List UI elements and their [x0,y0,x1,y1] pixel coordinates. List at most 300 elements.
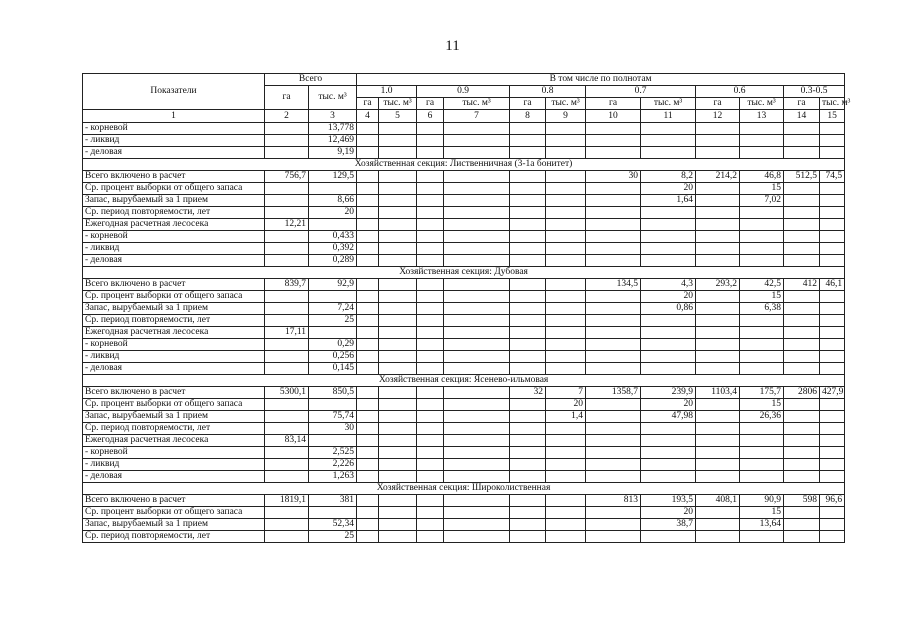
table-cell [510,411,546,423]
table-cell [510,531,546,543]
table-cell [357,363,379,375]
table-cell [820,399,845,411]
table-cell: 0,29 [309,339,357,351]
table-cell [586,207,641,219]
header-incl-density: В том числе по полнотам [357,74,845,86]
table-cell [379,123,417,135]
table-cell: 1,263 [309,471,357,483]
table-cell: 1,64 [641,195,696,207]
table-cell: 7,02 [740,195,784,207]
table-cell: 7 [546,387,586,399]
table-cell: 46,8 [740,171,784,183]
table-cell [357,411,379,423]
column-number: 2 [265,110,309,123]
table-cell [357,447,379,459]
table-cell: 214,2 [696,171,740,183]
table-cell: 512,5 [784,171,820,183]
table-cell [546,351,586,363]
row-label: Ежегодная расчетная лесосека [83,219,265,231]
table-cell [510,255,546,267]
table-cell [379,459,417,471]
table-cell [265,255,309,267]
table-cell [417,123,444,135]
row-label: - ликвид [83,459,265,471]
table-cell: 175,7 [740,387,784,399]
table-cell [444,351,510,363]
table-cell: 13,778 [309,123,357,135]
table-cell [417,207,444,219]
table-cell [265,519,309,531]
table-cell [696,231,740,243]
table-cell [444,231,510,243]
table-cell [444,135,510,147]
table-cell: 2806 [784,387,820,399]
table-cell [265,315,309,327]
table-cell [417,387,444,399]
table-cell: 20 [309,207,357,219]
column-number: 5 [379,110,417,123]
table-cell [820,507,845,519]
table-cell [510,471,546,483]
table-row [83,531,845,543]
table-cell: 293,2 [696,279,740,291]
header-unit-m3: тыс. м³ [379,98,417,110]
table-cell [641,471,696,483]
table-cell [357,423,379,435]
table-cell [265,351,309,363]
table-cell [417,351,444,363]
table-cell [444,219,510,231]
table-cell [417,423,444,435]
table-cell [379,387,417,399]
table-cell [309,507,357,519]
table-cell [740,315,784,327]
table-cell [641,219,696,231]
table-cell [444,147,510,159]
table-row [83,507,845,519]
table-row [83,447,845,459]
table-cell [784,195,820,207]
table-cell: 46,1 [820,279,845,291]
row-label: Запас, вырубаемый за 1 прием [83,519,265,531]
table-cell [586,471,641,483]
table-cell [357,219,379,231]
table-cell [696,183,740,195]
table-cell: 1819,1 [265,495,309,507]
table-cell [444,207,510,219]
table-cell: 42,5 [740,279,784,291]
table-cell [586,183,641,195]
table-cell [586,435,641,447]
row-label: Ср. процент выборки от общего запаса [83,507,265,519]
table-cell [417,531,444,543]
table-cell [546,195,586,207]
table-cell [784,423,820,435]
table-cell [357,243,379,255]
table-cell [820,303,845,315]
table-cell [820,147,845,159]
table-cell: 26,36 [740,411,784,423]
table-cell [417,279,444,291]
table-cell [586,303,641,315]
table-cell: 20 [641,507,696,519]
table-cell [641,315,696,327]
table-cell [546,447,586,459]
table-cell [784,447,820,459]
table-cell [510,171,546,183]
header-total-ha: га [265,86,309,110]
table-cell [820,123,845,135]
row-label: Ежегодная расчетная лесосека [83,435,265,447]
table-cell [740,123,784,135]
table-cell [784,519,820,531]
table-cell [586,423,641,435]
table-row [83,387,845,399]
section-title: Хозяйственная секция: Ясенево-ильмовая [83,375,845,387]
table-cell [510,279,546,291]
table-row [83,351,845,363]
table-cell [444,411,510,423]
table-row [83,279,845,291]
table-cell: 0,256 [309,351,357,363]
table-cell [696,435,740,447]
table-cell [444,171,510,183]
table-cell [546,303,586,315]
table-cell: 0,392 [309,243,357,255]
table-row [83,171,845,183]
table-cell [510,495,546,507]
table-cell [265,291,309,303]
table-cell [820,231,845,243]
table-cell [784,243,820,255]
row-label: - корневой [83,123,265,135]
table-cell: 7,24 [309,303,357,315]
table-cell [586,339,641,351]
header-density-5: 0.6 [696,86,784,98]
table-cell [784,351,820,363]
table-cell [820,411,845,423]
header-total: Всего [265,74,357,86]
table-cell [379,315,417,327]
table-cell: 20 [546,399,586,411]
table-cell [586,255,641,267]
table-cell [586,135,641,147]
header-density-4: 0.7 [586,86,696,98]
table-cell [309,435,357,447]
table-cell: 15 [740,291,784,303]
table-cell: 15 [740,399,784,411]
header-unit-m3: тыс. м³ [444,98,510,110]
table-cell [820,195,845,207]
table-row [83,519,845,531]
table-cell [546,519,586,531]
table-cell [379,279,417,291]
table-cell [444,387,510,399]
table-cell [444,399,510,411]
table-cell [265,147,309,159]
row-label: Запас, вырубаемый за 1 прием [83,411,265,423]
table-cell: 756,7 [265,171,309,183]
table-cell [510,315,546,327]
section-row [83,159,845,171]
table-cell [379,207,417,219]
table-cell [696,363,740,375]
table-row [83,423,845,435]
table-cell [444,507,510,519]
table-cell [784,123,820,135]
table-cell [546,495,586,507]
row-label: Запас, вырубаемый за 1 прием [83,303,265,315]
table-cell [696,255,740,267]
table-cell: 52,34 [309,519,357,531]
table-row [83,135,845,147]
table-cell [357,147,379,159]
table-cell [546,315,586,327]
table-cell [586,363,641,375]
table-cell [696,207,740,219]
table-cell [357,339,379,351]
column-number: 9 [546,110,586,123]
table-cell [820,471,845,483]
table-cell [586,459,641,471]
table-cell: 75,74 [309,411,357,423]
table-cell [641,207,696,219]
row-label: Ежегодная расчетная лесосека [83,327,265,339]
section-row [83,483,845,495]
table-cell [444,435,510,447]
table-cell [417,471,444,483]
table-row [83,459,845,471]
table-cell [820,135,845,147]
table-cell [379,339,417,351]
table-cell [546,123,586,135]
table-cell: 92,9 [309,279,357,291]
table-cell [265,183,309,195]
table-cell: 193,5 [641,495,696,507]
table-cell [641,351,696,363]
table-cell [784,219,820,231]
table-cell [740,531,784,543]
table-cell [379,195,417,207]
table-cell [641,423,696,435]
header-unit-m3: тыс. м³ [820,98,845,110]
section-row [83,375,845,387]
table-cell [265,447,309,459]
table-cell [357,135,379,147]
table-cell: 6,38 [740,303,784,315]
table-cell [740,231,784,243]
row-label: - деловая [83,147,265,159]
table-cell [784,315,820,327]
table-cell [379,291,417,303]
table-cell [696,471,740,483]
table-cell [696,351,740,363]
table-cell [546,219,586,231]
table-cell: 83,14 [265,435,309,447]
row-label: Всего включено в расчет [83,495,265,507]
table-row [83,363,845,375]
table-cell [510,435,546,447]
row-label: Всего включено в расчет [83,387,265,399]
table-cell [820,447,845,459]
table-cell: 427,9 [820,387,845,399]
column-number: 7 [444,110,510,123]
table-cell [820,243,845,255]
table-cell [740,363,784,375]
table-cell [820,423,845,435]
table-row [83,303,845,315]
table-cell: 25 [309,315,357,327]
table-cell: 20 [641,183,696,195]
table-cell [696,447,740,459]
row-label: - корневой [83,447,265,459]
table-cell [740,243,784,255]
table-cell [357,303,379,315]
table-cell [696,519,740,531]
table-cell [586,195,641,207]
table-cell [444,447,510,459]
table-cell [586,411,641,423]
table-cell [740,207,784,219]
table-cell [696,459,740,471]
table-cell: 5300,1 [265,387,309,399]
table-cell [265,303,309,315]
table-cell [641,231,696,243]
column-number: 4 [357,110,379,123]
header-density-1: 1.0 [357,86,417,98]
column-number: 15 [820,110,845,123]
table-cell: 74,5 [820,171,845,183]
table-cell [784,231,820,243]
column-number: 13 [740,110,784,123]
table-cell [357,351,379,363]
page-number: 11 [445,38,460,54]
row-label: Запас, вырубаемый за 1 прием [83,195,265,207]
row-label: Ср. процент выборки от общего запаса [83,399,265,411]
table-cell [820,183,845,195]
table-cell [586,243,641,255]
table-cell [265,423,309,435]
table-cell [357,279,379,291]
table-cell [379,303,417,315]
header-indicators: Показатели [83,74,265,110]
table-cell [444,531,510,543]
table-cell [641,339,696,351]
table-cell [379,219,417,231]
table-cell [510,147,546,159]
table-cell [379,183,417,195]
table-cell: 30 [309,423,357,435]
table-cell: 129,5 [309,171,357,183]
table-cell [417,231,444,243]
table-cell [510,351,546,363]
table-cell [546,423,586,435]
row-label: Ср. период повторяемости, лет [83,315,265,327]
table-cell: 47,98 [641,411,696,423]
table-cell [740,459,784,471]
table-row [83,435,845,447]
table-row [83,255,845,267]
table-cell [696,135,740,147]
table-cell [357,171,379,183]
table-cell [696,411,740,423]
table-cell: 8,2 [641,171,696,183]
row-label: - деловая [83,471,265,483]
table-cell [784,459,820,471]
table-cell [641,459,696,471]
table-cell [641,243,696,255]
table-cell [820,363,845,375]
column-number: 10 [586,110,641,123]
table-cell [510,519,546,531]
table-cell: 20 [641,399,696,411]
table-cell [696,531,740,543]
table-cell [641,327,696,339]
table-cell [444,495,510,507]
header-unit-m3: тыс. м³ [546,98,586,110]
table-cell [740,423,784,435]
table-cell [379,423,417,435]
row-label: - деловая [83,255,265,267]
table-cell [417,459,444,471]
table-cell [265,471,309,483]
table-cell [357,435,379,447]
table-cell [379,507,417,519]
table-cell [641,447,696,459]
table-cell [546,243,586,255]
table-cell [510,303,546,315]
header-density-3: 0.8 [510,86,586,98]
table-cell [265,363,309,375]
table-cell: 2,226 [309,459,357,471]
table-cell [784,135,820,147]
table-cell: 598 [784,495,820,507]
table-cell: 239,9 [641,387,696,399]
table-cell [357,183,379,195]
table-cell [309,399,357,411]
table-cell: 0,145 [309,363,357,375]
section-title: Хозяйственная секция: Широколиственная [83,483,845,495]
table-cell: 0,433 [309,231,357,243]
header-unit-ha: га [510,98,546,110]
header-unit-ha: га [784,98,820,110]
table-cell [379,531,417,543]
table-cell [586,123,641,135]
table-cell [379,495,417,507]
table-cell [696,507,740,519]
table-cell [510,219,546,231]
table-cell [265,531,309,543]
table-cell [444,519,510,531]
table-cell: 1358,7 [586,387,641,399]
table-cell: 408,1 [696,495,740,507]
table-cell [820,315,845,327]
table-cell [379,351,417,363]
table-cell [417,195,444,207]
table-cell [820,255,845,267]
table-cell: 839,7 [265,279,309,291]
table-cell [586,315,641,327]
table-cell [265,243,309,255]
table-cell [784,507,820,519]
section-row [83,267,845,279]
table-cell [546,471,586,483]
table-cell [546,435,586,447]
table-cell [417,519,444,531]
table-row [83,327,845,339]
table-cell [696,195,740,207]
table-cell [784,255,820,267]
